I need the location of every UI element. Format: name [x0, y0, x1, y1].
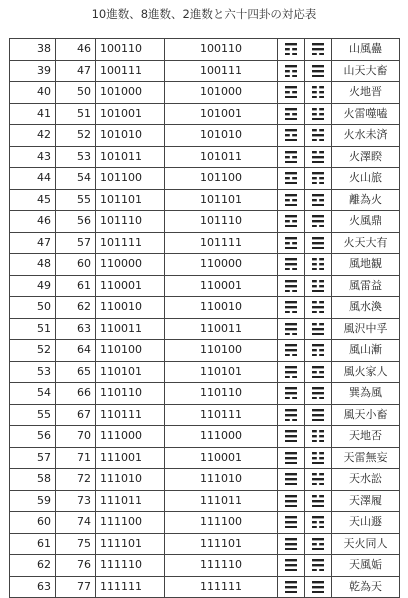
binary-cell: 101011 — [96, 146, 165, 168]
hexagram-name-cell: 巽為風 — [332, 383, 400, 405]
octal-cell: 55 — [56, 189, 96, 211]
lower-trigram-icon — [305, 82, 332, 104]
lower-trigram-icon — [305, 426, 332, 448]
binary-cell-2: 110111 — [165, 404, 278, 426]
binary-cell: 111001 — [96, 447, 165, 469]
table-row — [10, 275, 400, 297]
decimal-cell: 49 — [10, 275, 56, 297]
binary-cell-2: 101101 — [165, 189, 278, 211]
upper-trigram-icon — [278, 340, 305, 362]
binary-cell: 101111 — [96, 232, 165, 254]
octal-cell: 57 — [56, 232, 96, 254]
table-row — [10, 168, 400, 190]
octal-cell: 66 — [56, 383, 96, 405]
lower-trigram-icon — [305, 555, 332, 577]
octal-cell: 65 — [56, 361, 96, 383]
decimal-cell: 50 — [10, 297, 56, 319]
upper-trigram-icon — [278, 512, 305, 534]
octal-cell: 52 — [56, 125, 96, 147]
table-row — [10, 254, 400, 276]
hexagram-name-cell: 風山漸 — [332, 340, 400, 362]
lower-trigram-icon — [305, 512, 332, 534]
binary-cell-2: 110000 — [165, 254, 278, 276]
upper-trigram-icon — [278, 232, 305, 254]
binary-cell: 111100 — [96, 512, 165, 534]
upper-trigram-icon — [278, 383, 305, 405]
octal-cell: 72 — [56, 469, 96, 491]
table-row — [10, 404, 400, 426]
hexagram-name-cell: 乾為天 — [332, 576, 400, 598]
hexagram-name-cell: 火雷噬嗑 — [332, 103, 400, 125]
upper-trigram-icon — [278, 404, 305, 426]
hexagram-name-cell: 風火家人 — [332, 361, 400, 383]
binary-cell-2: 110110 — [165, 383, 278, 405]
decimal-cell: 59 — [10, 490, 56, 512]
lower-trigram-icon — [305, 60, 332, 82]
hexagram-name-cell: 天澤履 — [332, 490, 400, 512]
table-row — [10, 146, 400, 168]
lower-trigram-icon — [305, 533, 332, 555]
upper-trigram-icon — [278, 533, 305, 555]
hexagram-name-cell: 天雷無妄 — [332, 447, 400, 469]
octal-cell: 46 — [56, 39, 96, 61]
binary-cell-2: 101010 — [165, 125, 278, 147]
binary-cell-2: 110011 — [165, 318, 278, 340]
binary-cell: 101000 — [96, 82, 165, 104]
lower-trigram-icon — [305, 189, 332, 211]
table-row — [10, 533, 400, 555]
binary-cell: 100111 — [96, 60, 165, 82]
decimal-cell: 51 — [10, 318, 56, 340]
hexagram-name-cell: 火水未済 — [332, 125, 400, 147]
table-row — [10, 125, 400, 147]
octal-cell: 51 — [56, 103, 96, 125]
hexagram-name-cell: 天風姤 — [332, 555, 400, 577]
lower-trigram-icon — [305, 469, 332, 491]
table-row — [10, 383, 400, 405]
lower-trigram-icon — [305, 340, 332, 362]
lower-trigram-icon — [305, 103, 332, 125]
binary-cell: 110011 — [96, 318, 165, 340]
lower-trigram-icon — [305, 275, 332, 297]
lower-trigram-icon — [305, 232, 332, 254]
decimal-cell: 44 — [10, 168, 56, 190]
hexagram-name-cell: 火澤睽 — [332, 146, 400, 168]
hexagram-table — [9, 38, 400, 598]
octal-cell: 76 — [56, 555, 96, 577]
binary-cell-2: 110100 — [165, 340, 278, 362]
hexagram-name-cell: 離為火 — [332, 189, 400, 211]
lower-trigram-icon — [305, 404, 332, 426]
octal-cell: 74 — [56, 512, 96, 534]
table-body — [10, 39, 400, 598]
lower-trigram-icon — [305, 361, 332, 383]
hexagram-name-cell: 風雷益 — [332, 275, 400, 297]
lower-trigram-icon — [305, 125, 332, 147]
binary-cell: 101110 — [96, 211, 165, 233]
table-row — [10, 576, 400, 598]
lower-trigram-icon — [305, 383, 332, 405]
table-row — [10, 426, 400, 448]
upper-trigram-icon — [278, 60, 305, 82]
hexagram-name-cell: 火天大有 — [332, 232, 400, 254]
table-row — [10, 318, 400, 340]
binary-cell-2: 110001 — [165, 447, 278, 469]
table-row — [10, 555, 400, 577]
binary-cell-2: 111100 — [165, 512, 278, 534]
decimal-cell: 45 — [10, 189, 56, 211]
decimal-cell: 39 — [10, 60, 56, 82]
hexagram-name-cell: 火風鼎 — [332, 211, 400, 233]
binary-cell-2: 101011 — [165, 146, 278, 168]
binary-cell: 101100 — [96, 168, 165, 190]
table-row — [10, 297, 400, 319]
table-row — [10, 211, 400, 233]
lower-trigram-icon — [305, 490, 332, 512]
decimal-cell: 40 — [10, 82, 56, 104]
upper-trigram-icon — [278, 318, 305, 340]
decimal-cell: 55 — [10, 404, 56, 426]
binary-cell-2: 111110 — [165, 555, 278, 577]
decimal-cell: 42 — [10, 125, 56, 147]
decimal-cell: 48 — [10, 254, 56, 276]
binary-cell-2: 110101 — [165, 361, 278, 383]
octal-cell: 77 — [56, 576, 96, 598]
lower-trigram-icon — [305, 576, 332, 598]
upper-trigram-icon — [278, 490, 305, 512]
upper-trigram-icon — [278, 39, 305, 61]
decimal-cell: 61 — [10, 533, 56, 555]
upper-trigram-icon — [278, 103, 305, 125]
table-row — [10, 469, 400, 491]
decimal-cell: 52 — [10, 340, 56, 362]
octal-cell: 71 — [56, 447, 96, 469]
binary-cell-2: 100110 — [165, 39, 278, 61]
binary-cell: 110010 — [96, 297, 165, 319]
octal-cell: 47 — [56, 60, 96, 82]
hexagram-name-cell: 山風蠱 — [332, 39, 400, 61]
lower-trigram-icon — [305, 168, 332, 190]
upper-trigram-icon — [278, 189, 305, 211]
binary-cell: 111000 — [96, 426, 165, 448]
decimal-cell: 38 — [10, 39, 56, 61]
binary-cell: 110000 — [96, 254, 165, 276]
binary-cell-2: 101001 — [165, 103, 278, 125]
decimal-cell: 43 — [10, 146, 56, 168]
binary-cell: 110001 — [96, 275, 165, 297]
binary-cell-2: 110001 — [165, 275, 278, 297]
table-row — [10, 361, 400, 383]
upper-trigram-icon — [278, 275, 305, 297]
octal-cell: 70 — [56, 426, 96, 448]
decimal-cell: 63 — [10, 576, 56, 598]
octal-cell: 61 — [56, 275, 96, 297]
octal-cell: 67 — [56, 404, 96, 426]
binary-cell-2: 101100 — [165, 168, 278, 190]
binary-cell: 110100 — [96, 340, 165, 362]
hexagram-name-cell: 山天大畜 — [332, 60, 400, 82]
table-row — [10, 490, 400, 512]
lower-trigram-icon — [305, 39, 332, 61]
decimal-cell: 46 — [10, 211, 56, 233]
binary-cell-2: 101000 — [165, 82, 278, 104]
decimal-cell: 57 — [10, 447, 56, 469]
binary-cell: 111011 — [96, 490, 165, 512]
table-row — [10, 232, 400, 254]
upper-trigram-icon — [278, 168, 305, 190]
octal-cell: 63 — [56, 318, 96, 340]
binary-cell-2: 101111 — [165, 232, 278, 254]
hexagram-name-cell: 風地観 — [332, 254, 400, 276]
upper-trigram-icon — [278, 146, 305, 168]
binary-cell: 110111 — [96, 404, 165, 426]
binary-cell-2: 111101 — [165, 533, 278, 555]
octal-cell: 64 — [56, 340, 96, 362]
upper-trigram-icon — [278, 426, 305, 448]
upper-trigram-icon — [278, 297, 305, 319]
decimal-cell: 41 — [10, 103, 56, 125]
table-row — [10, 39, 400, 61]
binary-cell: 110101 — [96, 361, 165, 383]
table-row — [10, 512, 400, 534]
lower-trigram-icon — [305, 297, 332, 319]
octal-cell: 60 — [56, 254, 96, 276]
upper-trigram-icon — [278, 361, 305, 383]
hexagram-name-cell: 天山遯 — [332, 512, 400, 534]
lower-trigram-icon — [305, 254, 332, 276]
decimal-cell: 53 — [10, 361, 56, 383]
hexagram-name-cell: 風天小畜 — [332, 404, 400, 426]
hexagram-name-cell: 風水渙 — [332, 297, 400, 319]
hexagram-name-cell: 風沢中孚 — [332, 318, 400, 340]
decimal-cell: 54 — [10, 383, 56, 405]
table-row — [10, 447, 400, 469]
upper-trigram-icon — [278, 555, 305, 577]
decimal-cell: 47 — [10, 232, 56, 254]
octal-cell: 53 — [56, 146, 96, 168]
upper-trigram-icon — [278, 447, 305, 469]
octal-cell: 54 — [56, 168, 96, 190]
decimal-cell: 58 — [10, 469, 56, 491]
binary-cell-2: 111010 — [165, 469, 278, 491]
decimal-cell: 60 — [10, 512, 56, 534]
binary-cell: 101001 — [96, 103, 165, 125]
decimal-cell: 56 — [10, 426, 56, 448]
upper-trigram-icon — [278, 82, 305, 104]
binary-cell-2: 111111 — [165, 576, 278, 598]
binary-cell-2: 100111 — [165, 60, 278, 82]
binary-cell: 101010 — [96, 125, 165, 147]
lower-trigram-icon — [305, 146, 332, 168]
octal-cell: 50 — [56, 82, 96, 104]
binary-cell: 101101 — [96, 189, 165, 211]
binary-cell-2: 101110 — [165, 211, 278, 233]
table-row — [10, 189, 400, 211]
octal-cell: 75 — [56, 533, 96, 555]
binary-cell: 111111 — [96, 576, 165, 598]
upper-trigram-icon — [278, 125, 305, 147]
lower-trigram-icon — [305, 318, 332, 340]
table-row — [10, 60, 400, 82]
table-row — [10, 340, 400, 362]
table-row — [10, 82, 400, 104]
binary-cell-2: 110010 — [165, 297, 278, 319]
octal-cell: 56 — [56, 211, 96, 233]
hexagram-name-cell: 天火同人 — [332, 533, 400, 555]
upper-trigram-icon — [278, 469, 305, 491]
upper-trigram-icon — [278, 211, 305, 233]
upper-trigram-icon — [278, 254, 305, 276]
page-title: 10進数、8進数、2進数と六十四卦の対応表 — [91, 7, 317, 21]
octal-cell: 62 — [56, 297, 96, 319]
binary-cell: 111101 — [96, 533, 165, 555]
binary-cell-2: 111000 — [165, 426, 278, 448]
decimal-cell: 62 — [10, 555, 56, 577]
upper-trigram-icon — [278, 576, 305, 598]
hexagram-name-cell: 天水訟 — [332, 469, 400, 491]
octal-cell: 73 — [56, 490, 96, 512]
binary-cell-2: 111011 — [165, 490, 278, 512]
hexagram-name-cell: 火山旅 — [332, 168, 400, 190]
binary-cell: 111110 — [96, 555, 165, 577]
hexagram-name-cell: 天地否 — [332, 426, 400, 448]
lower-trigram-icon — [305, 447, 332, 469]
binary-cell: 110110 — [96, 383, 165, 405]
binary-cell: 100110 — [96, 39, 165, 61]
lower-trigram-icon — [305, 211, 332, 233]
hexagram-name-cell: 火地晋 — [332, 82, 400, 104]
binary-cell: 111010 — [96, 469, 165, 491]
table-row — [10, 103, 400, 125]
